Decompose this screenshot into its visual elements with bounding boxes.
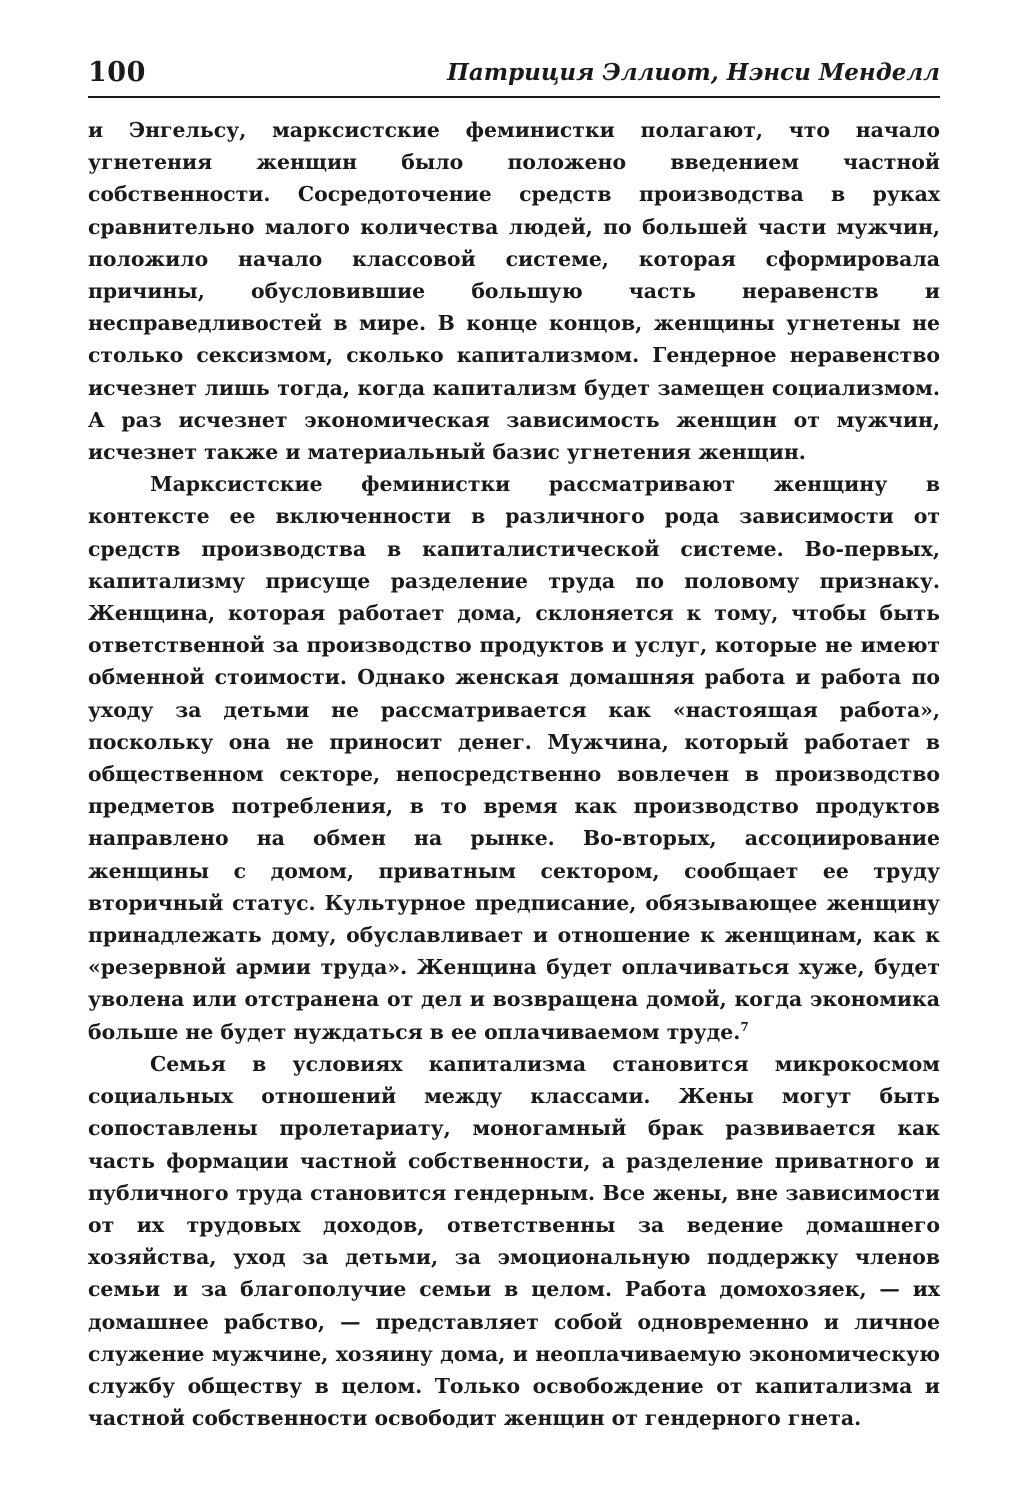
running-title: Патриция Эллиот, Нэнси Менделл <box>447 59 940 86</box>
paragraph-2-text: Марксистские феминистки рассматривают женщину в контексте ее включенности в различного рода зависимости от средств производства в капиталистической системе. Во-первых, капитализму присуще разделение труда по половому признаку. Женщина, которая работает дома, склоняется к тому, чтобы быть ответственной за производство продуктов и услуг, которые не имеют обменной стоимости. Однако женская домашняя работа и работа по уходу за детьми не рассматривается как «настоящая работа», поскольку она не приносит денег. Мужчина, который работает в общественном секторе, непосредственно вовлечен в производство предметов потребления, в то время как производство продуктов направлено на обмен на рынке. Во-вторых, ассоциирование женщины с домом, приватным сектором, сообщает ее труду вторичный статус. Культурное предписание, обязывающее женщину принадлежать дому, обуславливает и отношение к женщинам, как к «резервной армии труда». Женщина будет оплачиваться хуже, будет уволена или отстранена от дел и возвращена домой, когда экономика больше не будет нуждаться в ее оплачиваемом труде. <box>88 472 940 1044</box>
paragraph-1-text: и Энгельсу, марксистские феминистки полагают, что начало угнетения женщин было положено введением частной собственности. Сосредоточение средств производства в руках сравнительно малого количества людей, по большей части мужчин, положило начало классовой системе, которая сформировала причины, обусловившие большую часть неравенств и несправедливостей в мире. В конце концов, женщины угнетены не столько сексизмом, сколько капитализмом. Гендерное неравенство исчезнет лишь тогда, когда капитализм будет замещен социализмом. А раз исчезнет экономическая зависимость женщин от мужчин, исчезнет также и материальный базис угнетения женщин. <box>88 118 940 465</box>
paragraph-2 <box>88 468 940 1048</box>
footnote-reference[interactable]: 7 <box>740 1019 749 1034</box>
paragraph-3-text: Семья в условиях капитализма становится микрокосмом социальных отношений между классами. Жены могут быть сопоставлены пролетариату, моногамный брак развивается как часть формации частной собственности, а разделение приватного и публичного труда становится гендерным. Все жены, вне зависимости от их трудовых доходов, ответственны за ведение домашнего хозяйства, уход за детьми, за эмоциональную поддержку членов семьи и за благополучие семьи в целом. Работа домохозяек, — их домашнее рабство, — представляет собой одновременно и личное служение мужчине, хозяину дома, и неоплачиваемую экономическую службу обществу в целом. Только освобождение от капитализма и частной собственности освободит женщин от гендерного гнета. <box>88 1051 940 1431</box>
paragraph-3 <box>88 1048 940 1434</box>
page-number: 100 <box>88 57 146 88</box>
body-text <box>88 114 940 1434</box>
paragraph-1 <box>88 114 940 468</box>
book-page <box>88 58 940 1434</box>
running-head <box>88 58 940 98</box>
